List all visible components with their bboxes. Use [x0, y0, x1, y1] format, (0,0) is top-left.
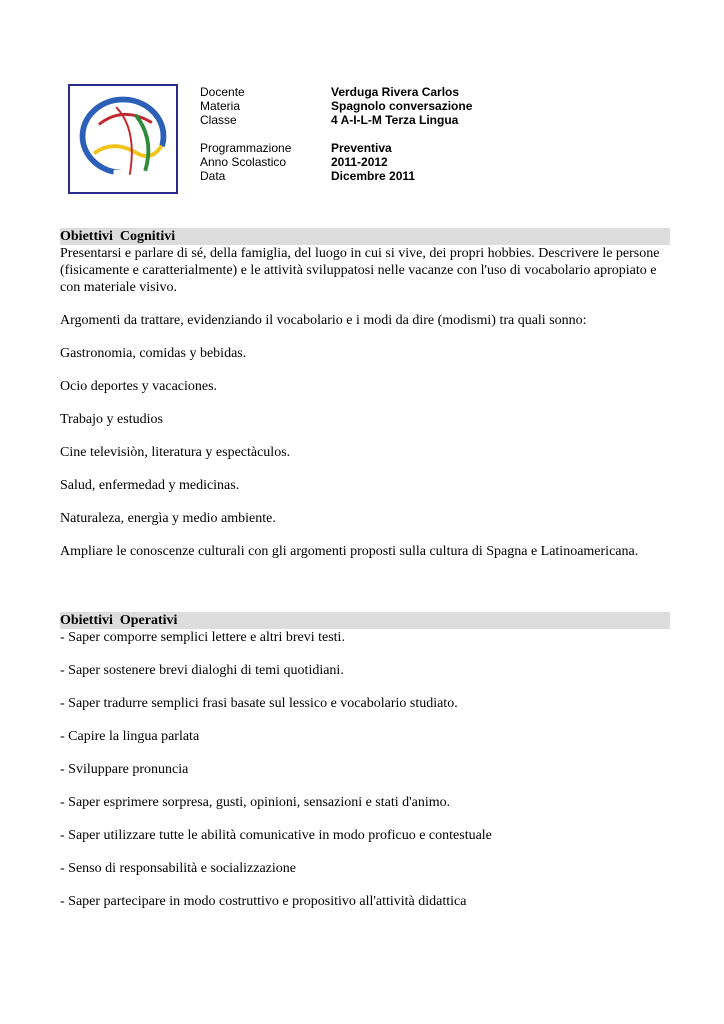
topic-item: Salud, enfermedad y medicinas. [60, 478, 240, 493]
operativi-item: - Senso di responsabilità e socializzazione [60, 861, 296, 876]
section-title-operativi: Obiettivi Operativi [60, 612, 670, 629]
operativi-item: - Saper tradurre semplici frasi basate sul lessico e vocabolario studiato. [60, 696, 458, 711]
document-header [200, 85, 472, 183]
header-row: Anno Scolastico 2011-2012 [200, 155, 388, 169]
school-logo [68, 84, 178, 194]
operativi-item: - Sviluppare pronuncia [60, 762, 189, 777]
document-body [60, 228, 670, 910]
topic-item: Cine televisiòn, literatura y espectàculos. [60, 445, 291, 460]
operativi-item: - Saper utilizzare tutte le abilità comunicative in modo proficuo e contestuale [60, 828, 492, 843]
section-title-cognitivi: Obiettivi Cognitivi [60, 228, 670, 245]
cognitivi-closing: Ampliare le conoscenze culturali con gli argomenti proposti sulla cultura di Spagna e Latinoamericana. [60, 544, 639, 559]
header-row: Materia Spagnolo conversazione [200, 99, 473, 113]
header-row: Programmazione Preventiva [200, 141, 392, 155]
header-row: Data Dicembre 2011 [200, 169, 416, 183]
cognitivi-argomenti: Argomenti da trattare, evidenziando il vocabolario e i modi da dire (modismi) tra quali sonno: [60, 313, 587, 328]
school-logo-icon [70, 86, 176, 192]
header-row: Classe 4 A-I-L-M Terza Lingua [200, 113, 459, 127]
topic-item: Ocio deportes y vacaciones. [60, 379, 218, 394]
operativi-item: - Saper comporre semplici lettere e altri brevi testi. [60, 630, 345, 645]
topic-item: Gastronomia, comidas y bebidas. [60, 346, 247, 361]
operativi-item: - Saper partecipare in modo costruttivo e propositivo all'attività didattica [60, 894, 467, 909]
topic-item: Naturaleza, energìa y medio ambiente. [60, 511, 276, 526]
cognitivi-intro: Presentarsi e parlare di sé, della famiglia, del luogo in cui si vive, dei propri hobbies. Descrivere le persone (fisicamente e caratterialmente) e le attività sviluppatosi nelle vacanze con l'uso di vocabolario apropiato e con materiale visivo. [60, 246, 660, 295]
operativi-item: - Capire la lingua parlata [60, 729, 200, 744]
header-row: Docente Verduga Rivera Carlos [200, 85, 460, 99]
topic-item: Trabajo y estudios [60, 412, 163, 427]
operativi-item: - Saper esprimere sorpresa, gusti, opinioni, sensazioni e stati d'animo. [60, 795, 451, 810]
operativi-item: - Saper sostenere brevi dialoghi di temi quotidiani. [60, 663, 344, 678]
